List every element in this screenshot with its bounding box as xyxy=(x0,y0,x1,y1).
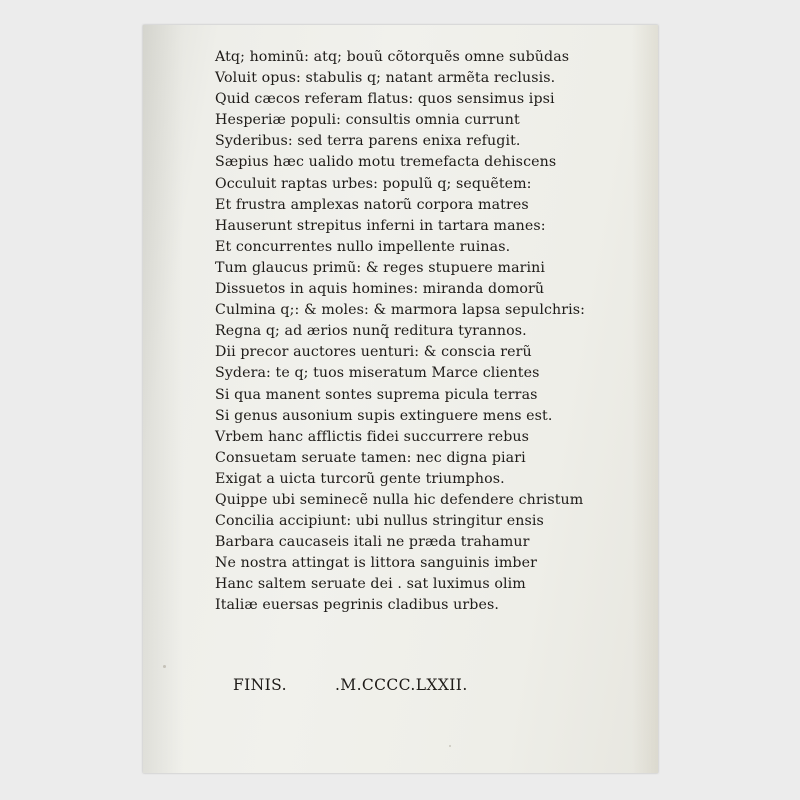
poem-line: Dissuetos in aquis homines: miranda domorũ xyxy=(215,281,545,298)
poem-line: Hanc saltem seruate dei . sat luximus olim xyxy=(215,576,526,593)
poem-line: Si qua manent sontes suprema picula terras xyxy=(215,386,538,403)
poem-line: Hesperiæ populi: consultis omnia currunt xyxy=(215,112,520,129)
poem-line: Ne nostra attingat is littora sanguinis imber xyxy=(215,555,537,572)
poem-line: Concilia accipiunt: ubi nullus stringitur ensis xyxy=(215,513,544,530)
poem-line: Tum glaucus primũ: & reges stupuere marini xyxy=(215,259,546,276)
colophon-date: .M.CCCC.LXXII. xyxy=(334,676,468,694)
poem-line: Barbara caucaseis itali ne præda trahamur xyxy=(215,534,530,551)
poem-line: Atq; hominũ: atq; bouũ cõtorquẽs omne subũdas xyxy=(215,49,570,65)
poem-text xyxy=(215,47,655,617)
manuscript-page xyxy=(143,25,658,773)
ink-spot xyxy=(163,665,166,668)
poem-line: Et frustra amplexas natorũ corpora matres xyxy=(215,196,529,213)
poem-line: Dii precor auctores uenturi: & conscia rerũ xyxy=(215,344,532,361)
colophon xyxy=(233,676,468,694)
poem-line: Sydera: te q; tuos miseratum Marce clientes xyxy=(215,365,540,382)
poem-line: Consuetam seruate tamen: nec digna piari xyxy=(215,449,526,466)
poem-line: Quid cæcos referam flatus: quos sensimus ipsi xyxy=(215,91,555,108)
poem-line: Si genus ausonium supis extinguere mens est. xyxy=(215,407,553,424)
colophon-finis: FINIS. xyxy=(233,676,287,694)
poem-line: Et concurrentes nullo impellente ruinas. xyxy=(215,238,511,255)
poem-line: Quippe ubi seminecẽ nulla hic defendere christum xyxy=(215,491,584,508)
poem-line: Syderibus: sed terra parens enixa refugit. xyxy=(215,133,521,150)
poem-line: Occuluit raptas urbes: populũ q; sequẽtem: xyxy=(215,175,532,192)
poem-line: Hauserunt strepitus inferni in tartara manes: xyxy=(215,217,546,234)
poem-line: Exigat a uicta turcorũ gente triumphos. xyxy=(215,470,505,487)
ink-spot xyxy=(449,745,451,747)
poem-line: Culmina q;: & moles: & marmora lapsa sepulchris: xyxy=(215,302,586,319)
poem-line: Sæpius hæc ualido motu tremefacta dehiscens xyxy=(215,154,557,171)
poem-line: Voluit opus: stabulis q; natant armẽta reclusis. xyxy=(215,70,556,87)
poem-line: Vrbem hanc afflictis fidei succurrere rebus xyxy=(215,428,530,445)
poem-line: Italiæ euersas pegrinis cladibus urbes. xyxy=(215,597,499,614)
poem-line: Regna q; ad ærios nunq̃ reditura tyrannos. xyxy=(215,323,527,340)
